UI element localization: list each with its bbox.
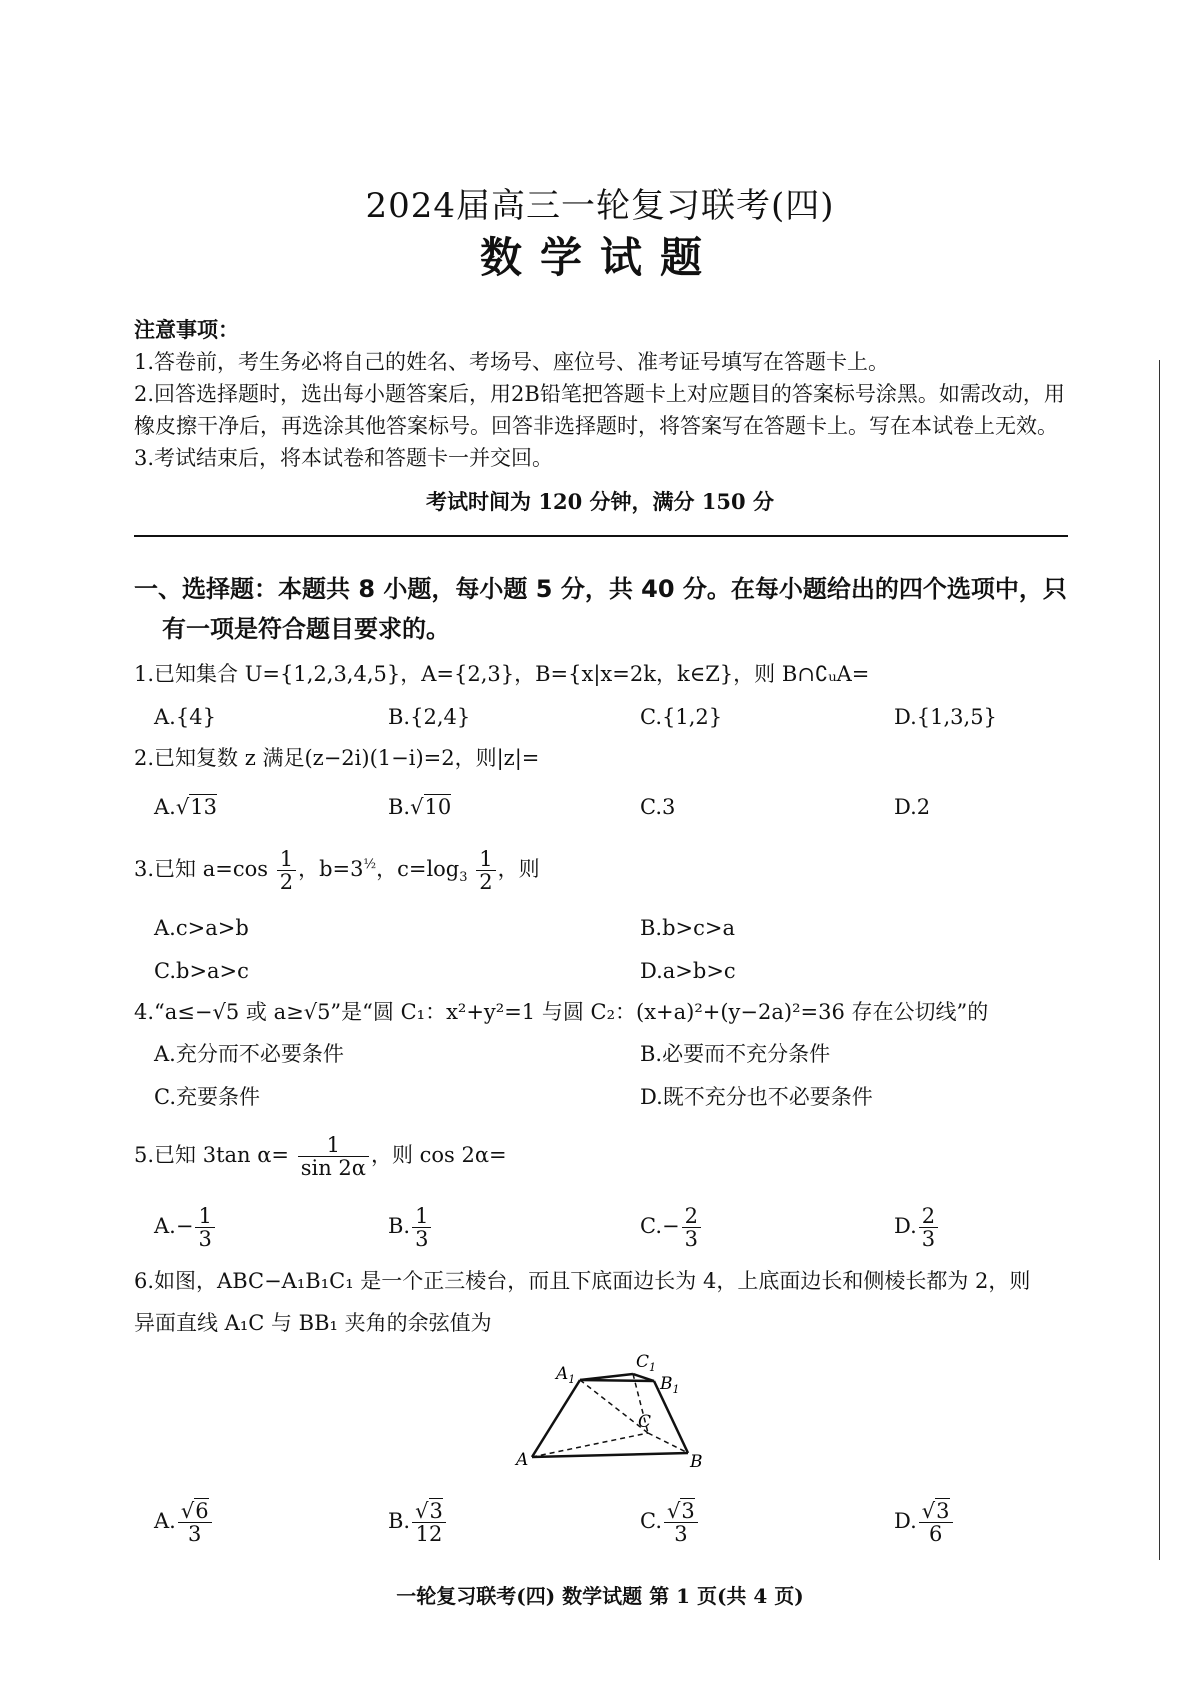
question-2-option-d: D.2 [894, 795, 931, 819]
question-6-stem-line2: 异面直线 A₁C 与 BB₁ 夹角的余弦值为 [134, 1311, 492, 1335]
fraction: $\frac{1}{\sin 2\alpha}$ [298, 1134, 369, 1179]
page-footer: 一轮复习联考(四) 数学试题 第 1 页(共 4 页) [396, 1584, 804, 1608]
question-6-option-c: C. $\frac{√3}{3}$ [640, 1500, 700, 1545]
question-1-option-a: A.{4} [154, 705, 216, 729]
frustum-figure [510, 1345, 720, 1475]
label-b: B [690, 1452, 703, 1472]
fraction: $\frac{1}{2}$ [277, 848, 296, 893]
question-1-option-d: D.{1,3,5} [894, 705, 997, 729]
exam-time: 考试时间为 120 分钟，满分 150 分 [426, 489, 774, 514]
fraction: $\frac{1}{2}$ [476, 848, 495, 893]
note-item-1: 1.答卷前，考生务必将自己的姓名、考场号、座位号、准考证号填写在答题卡上。 [134, 350, 890, 374]
label-a1: $A_1$ [556, 1364, 576, 1386]
label-b1: $B_1$ [660, 1374, 680, 1396]
question-2-option-b: B.√10 [388, 795, 452, 819]
note-item-2: 2.回答选择题时，选出每小题答案后，用2B铅笔把答题卡上对应题目的答案标号涂黑。如需改动，用 [134, 382, 1065, 406]
question-1-stem: 1.已知集合 U={1,2,3,4,5}，A={2,3}，B={x|x=2k，k∈Z}，则 B∩∁ᵤA= [134, 662, 870, 686]
section-heading-line2: 有一项是符合题目要求的。 [162, 615, 450, 643]
note-item-3: 3.考试结束后，将本试卷和答题卡一并交回。 [134, 446, 554, 470]
question-5-option-c: C.− $\frac{2}{3}$ [640, 1205, 703, 1250]
divider [134, 535, 1068, 537]
label-c1: $C_1$ [636, 1352, 657, 1374]
question-4-option-b: B.必要而不充分条件 [640, 1042, 831, 1066]
question-2-option-c: C.3 [640, 795, 676, 819]
question-6-option-a: A. $\frac{√6}{3}$ [154, 1500, 214, 1545]
question-4-option-d: D.既不充分也不必要条件 [640, 1085, 873, 1109]
label-a: A [516, 1450, 529, 1470]
margin-line [1159, 360, 1160, 1560]
question-3-option-a: A.c>a>b [154, 916, 249, 940]
question-1-option-c: C.{1,2} [640, 705, 723, 729]
note-item-2-cont: 橡皮擦干净后，再选涂其他答案标号。回答非选择题时，将答案写在答题卡上。写在本试卷上无效。 [134, 414, 1058, 438]
notes-heading: 注意事项： [134, 318, 239, 342]
question-3-option-d: D.a>b>c [640, 959, 736, 983]
question-5-option-d: D. $\frac{2}{3}$ [894, 1205, 940, 1250]
question-1-option-b: B.{2,4} [388, 705, 471, 729]
question-5-stem: 5.已知 3tan α= $\frac{1}{\sin 2\alpha}$ ，则 cos 2α= [134, 1133, 507, 1181]
question-4-option-c: C.充要条件 [154, 1085, 260, 1109]
question-2-stem: 2.已知复数 z 满足(z−2i)(1−i)=2，则|z|= [134, 746, 540, 770]
question-4-stem: 4.“a≤−√5 或 a≥√5”是“圆 C₁：x²+y²=1 与圆 C₂：(x+a)²+(y−2a)²=36 存在公切线”的 [134, 1000, 989, 1024]
exam-subject-title: 数学试题 [479, 233, 720, 282]
section-heading-line1: 一、选择题：本题共 8 小题，每小题 5 分，共 40 分。在每小题给出的四个选项中，只 [134, 575, 1067, 603]
question-5-option-a: A.− $\frac{1}{3}$ [154, 1205, 217, 1250]
question-6-option-b: B. $\frac{√3}{12}$ [388, 1500, 448, 1545]
question-4-option-a: A.充分而不必要条件 [154, 1042, 344, 1066]
question-6-option-d: D. $\frac{√3}{6}$ [894, 1500, 955, 1545]
question-5-option-b: B. $\frac{1}{3}$ [388, 1205, 433, 1250]
question-3-option-c: C.b>a>c [154, 959, 249, 983]
exam-title: 2024届高三一轮复习联考(四) [365, 186, 835, 226]
question-2-option-a: A.√13 [154, 795, 217, 819]
label-c: C [638, 1412, 652, 1432]
question-6-stem-line1: 6.如图，ABC−A₁B₁C₁ 是一个正三棱台，而且下底面边长为 4，上底面边长和侧棱长都为 2，则 [134, 1269, 1031, 1293]
question-3-option-b: B.b>c>a [640, 916, 736, 940]
question-3-stem: 3.已知 a=cos $\frac{1}{2}$ ，$b=3^{\frac{1}{2}}$，$c=\log_3$ $\frac{1}{2}$ ，则 [134, 847, 540, 895]
